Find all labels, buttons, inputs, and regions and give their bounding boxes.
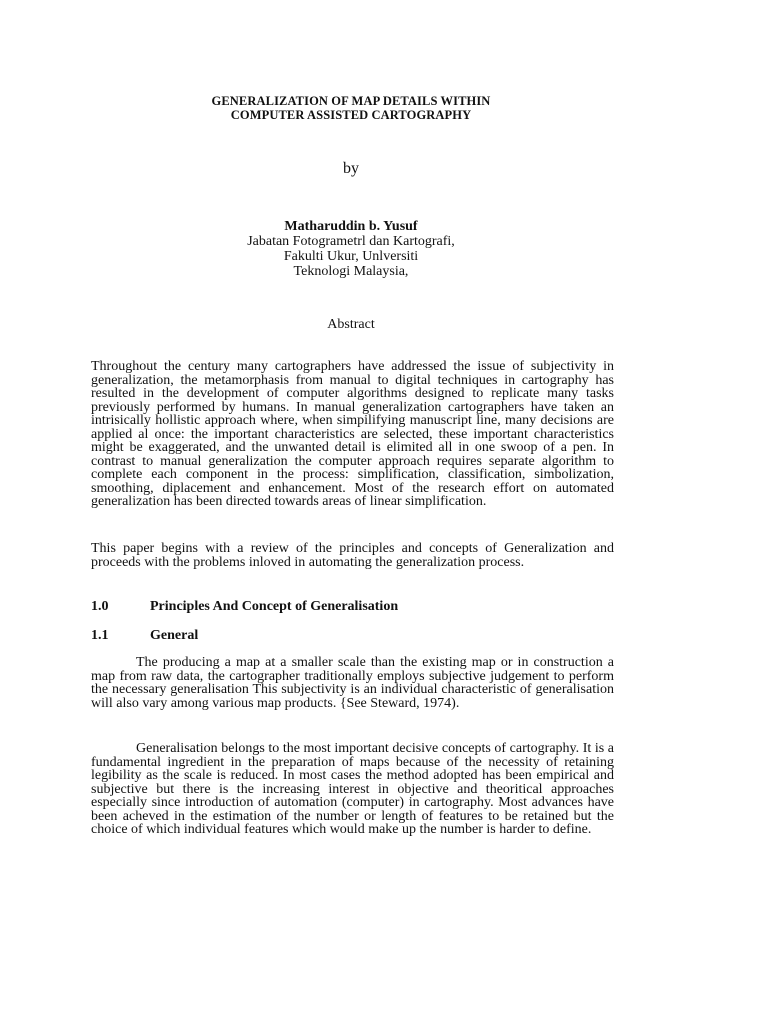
paper-title-line1: GENERALIZATION OF MAP DETAILS WITHIN <box>211 94 491 108</box>
general-paragraph-2: Generalisation belongs to the most important decisive concepts of cartography. It is a fundamental ingredient in the preparation of maps because of the necessity of retaining legibility as the scale is reduced. In most cases the method adopted has been empirical and subjective but there is the increasing interest in objective and theoritical approaches especially since introduction of automation (computer) in cartography. Most advances have been acheved in the estimation of the number or length of features to be retained but the choice of which individual features which would make up the number is harder to define. <box>91 741 614 837</box>
author-block <box>0 219 702 279</box>
section-number: 1.0 <box>91 599 109 614</box>
by-line: by <box>343 160 359 177</box>
author-affiliation-line1: Jabatan Fotogrametrl dan Kartografi, <box>247 234 455 249</box>
section-title: General <box>150 628 199 643</box>
abstract-paragraph-2: This paper begins with a review of the principles and concepts of Generalization and proceeds with the problems inloved in automating the generalization process. <box>91 541 614 570</box>
general-paragraph-1: The producing a map at a smaller scale than the existing map or in construction a map from raw data, the cartographer traditionally employs subjective judgement to perform the necessary generalisation This subjectivity is an individual characteristic of generalisation will also vary among various map products. {See Steward, 1974). <box>91 655 614 711</box>
section-heading-1-0 <box>91 599 398 615</box>
section-heading-1-1 <box>91 628 198 644</box>
author-affiliation-line2: Fakulti Ukur, Unlversiti <box>283 249 419 264</box>
author-affiliation-line3: Teknologi Malaysia, <box>293 264 409 279</box>
abstract-paragraph-1: Throughout the century many cartographers have addressed the issue of subjectivity in generalization, the metamorphasis from manual to digital techniques in cartography has resulted in the development of computer algorithms designed to replicate many tasks previously performed by humans. In manual generalization cartographers have taken an intrisically hollistic approach where, when simpilifying manuscript line, many decisions are applied al once: the important characteristics are selected, these important characteristics might be exaggerated, and the unwanted detail is elimited all in one swoop of a pen. In contrast to manual generalization the computer approach requires separate algorithm to complete each component in the process: simplification, classification, simbolization, smoothing, diplacement and enhancement. Most of the research effort on automated generalization has been directed towards areas of linear simplification. <box>91 359 614 509</box>
section-title: Principles And Concept of Generalisation <box>150 599 399 614</box>
paper-title-line2: COMPUTER ASSISTED CARTOGRAPHY <box>230 108 472 122</box>
author-name: Matharuddin b. Yusuf <box>284 219 418 234</box>
section-number: 1.1 <box>91 628 109 643</box>
abstract-heading: Abstract <box>327 317 375 332</box>
